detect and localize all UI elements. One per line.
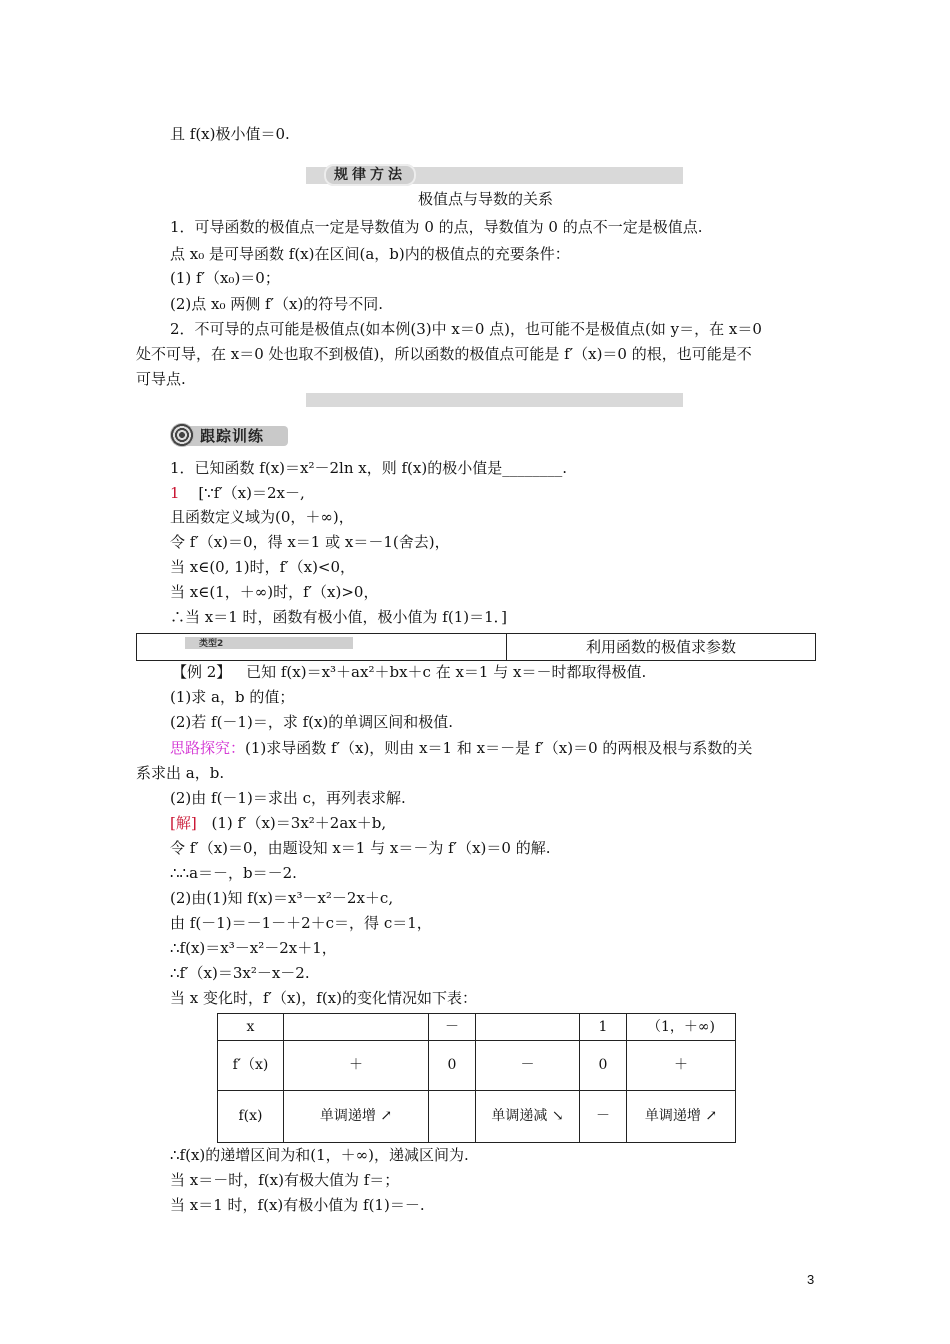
table-row (218, 1091, 736, 1143)
table-cell: 0 (580, 1041, 627, 1091)
table-row (218, 1014, 736, 1041)
solution-first-text: (1) f′（x)＝3x²＋2ax＋b, (211, 814, 387, 832)
table-cell: 单调递增 ↗ (284, 1091, 429, 1143)
method-title: 极值点与导数的关系 (418, 190, 554, 208)
hint-label: 思路探究： (170, 739, 246, 757)
conclusion-line-3: 当 x＝1 时，f(x)有极小值为 f(1)＝－. (170, 1196, 425, 1214)
method-line-3: (1) f′（x₀)＝0； (170, 269, 280, 287)
table-cell: （1，＋∞) (627, 1014, 736, 1041)
variation-table (217, 1013, 736, 1143)
solution-tag: [解] (170, 814, 197, 832)
training-answer (170, 483, 305, 503)
table-cell (284, 1014, 429, 1041)
table-cell: 单调递增 ↗ (627, 1091, 736, 1143)
example-solution-line-1: 令 f′（x)＝0，由题设知 x＝1 与 x＝－为 f′（x)＝0 的解. (170, 839, 551, 857)
example-solution-line-5: ∴f(x)＝x³－x²－2x＋1， (170, 939, 337, 957)
table-row (218, 1041, 736, 1091)
example-statement (172, 662, 646, 682)
table-cell: － (580, 1091, 627, 1143)
hint-line-1 (170, 738, 752, 758)
table-cell: 单调递减 ↘ (476, 1091, 580, 1143)
table-cell: f(x) (218, 1091, 284, 1143)
table-cell: ＋ (284, 1041, 429, 1091)
method-end-bar (306, 393, 683, 407)
target-icon (170, 423, 194, 447)
table-cell: － (429, 1014, 476, 1041)
example-solution-line-3: (2)由(1)知 f(x)＝x³－x²－2x＋c, (170, 889, 394, 907)
solution-line-4: 当 x∈(1，＋∞)时，f′（x)>0， (170, 583, 379, 601)
answer-first-line: [∵f′（x)＝2x－, (198, 484, 305, 502)
hint-text: (1)求导函数 f′（x)，则由 x＝1 和 x＝－是 f′（x)＝0 的两根及根与系数的关 (245, 739, 753, 757)
example-q1: (1)求 a，b 的值； (170, 688, 295, 706)
type-box (136, 633, 816, 661)
page-number: 3 (807, 1272, 815, 1287)
table-cell: ＋ (627, 1041, 736, 1091)
conclusion-line-2: 当 x＝－时，f(x)有极大值为 f＝； (170, 1171, 400, 1189)
example-q2: (2)若 f(－1)＝，求 f(x)的单调区间和极值. (170, 713, 454, 731)
table-cell: x (218, 1014, 284, 1041)
method-line-6: 处不可导，在 x＝0 处也取不到极值)，所以函数的极值点可能是 f′（x)＝0 的根，也可能是不 (136, 345, 752, 363)
hint-line-2: 系求出 a，b. (136, 764, 225, 782)
table-cell: 0 (429, 1041, 476, 1091)
solution-line-1: 且函数定义域为(0，＋∞)， (170, 508, 354, 526)
answer-value: 1 (170, 484, 180, 502)
method-banner (306, 167, 683, 184)
intro-line: 且 f(x)极小值＝0. (170, 125, 290, 143)
example-text: 已知 f(x)＝x³＋ax²＋bx＋c 在 x＝1 与 x＝－时都取得极值. (246, 663, 647, 681)
example-tag: 【例 2】 (172, 663, 232, 681)
method-line-2: 点 x₀ 是可导函数 f(x)在区间(a，b)内的极值点的充要条件： (170, 245, 570, 263)
table-cell (476, 1014, 580, 1041)
training-label: 跟踪训练 (200, 427, 265, 445)
table-cell: － (476, 1041, 580, 1091)
type-box-left (137, 634, 507, 660)
method-line-4: (2)点 x₀ 两侧 f′（x)的符号不同. (170, 295, 384, 313)
type-label: 类型2 (199, 639, 224, 649)
method-line-5: 2．不可导的点可能是极值点(如本例(3)中 x＝0 点)，也可能不是极值点(如 y＝，在 x＝0 (170, 320, 762, 338)
training-question: 1．已知函数 f(x)＝x²－2ln x，则 f(x)的极小值是________. (170, 459, 567, 477)
example-solution-line-6: ∴f′（x)＝3x²－x－2. (170, 964, 310, 982)
training-header (170, 423, 288, 449)
hint-line-3: (2)由 f(－1)＝求出 c，再列表求解. (170, 789, 406, 807)
conclusion-line-1: ∴f(x)的递增区间为和(1，＋∞)，递减区间为. (170, 1146, 469, 1164)
solution-line-5: ∴当 x＝1 时，函数有极小值，极小值为 f(1)＝1．] (170, 608, 508, 626)
method-banner-label: 规律方法 (324, 164, 416, 186)
table-cell: 1 (580, 1014, 627, 1041)
solution-line-2: 令 f′（x)＝0，得 x＝1 或 x＝－1(舍去)， (170, 533, 450, 551)
method-line-1: 1．可导函数的极值点一定是导数值为 0 的点，导数值为 0 的点不一定是极值点. (170, 218, 703, 236)
table-cell: f′（x) (218, 1041, 284, 1091)
table-cell (429, 1091, 476, 1143)
example-solution-line-7: 当 x 变化时，f′（x)，f(x)的变化情况如下表： (170, 989, 477, 1007)
method-line-7: 可导点. (136, 370, 186, 388)
solution-line-3: 当 x∈(0, 1)时，f′（x)<0， (170, 558, 356, 576)
example-solution-first (170, 813, 386, 833)
example-solution-line-4: 由 f(－1)＝－1－＋2＋c＝，得 c＝1， (170, 914, 432, 932)
type-title: 利用函数的极值求参数 (585, 638, 736, 656)
example-solution-line-2: ∴∴a＝－，b＝－2. (170, 864, 297, 882)
